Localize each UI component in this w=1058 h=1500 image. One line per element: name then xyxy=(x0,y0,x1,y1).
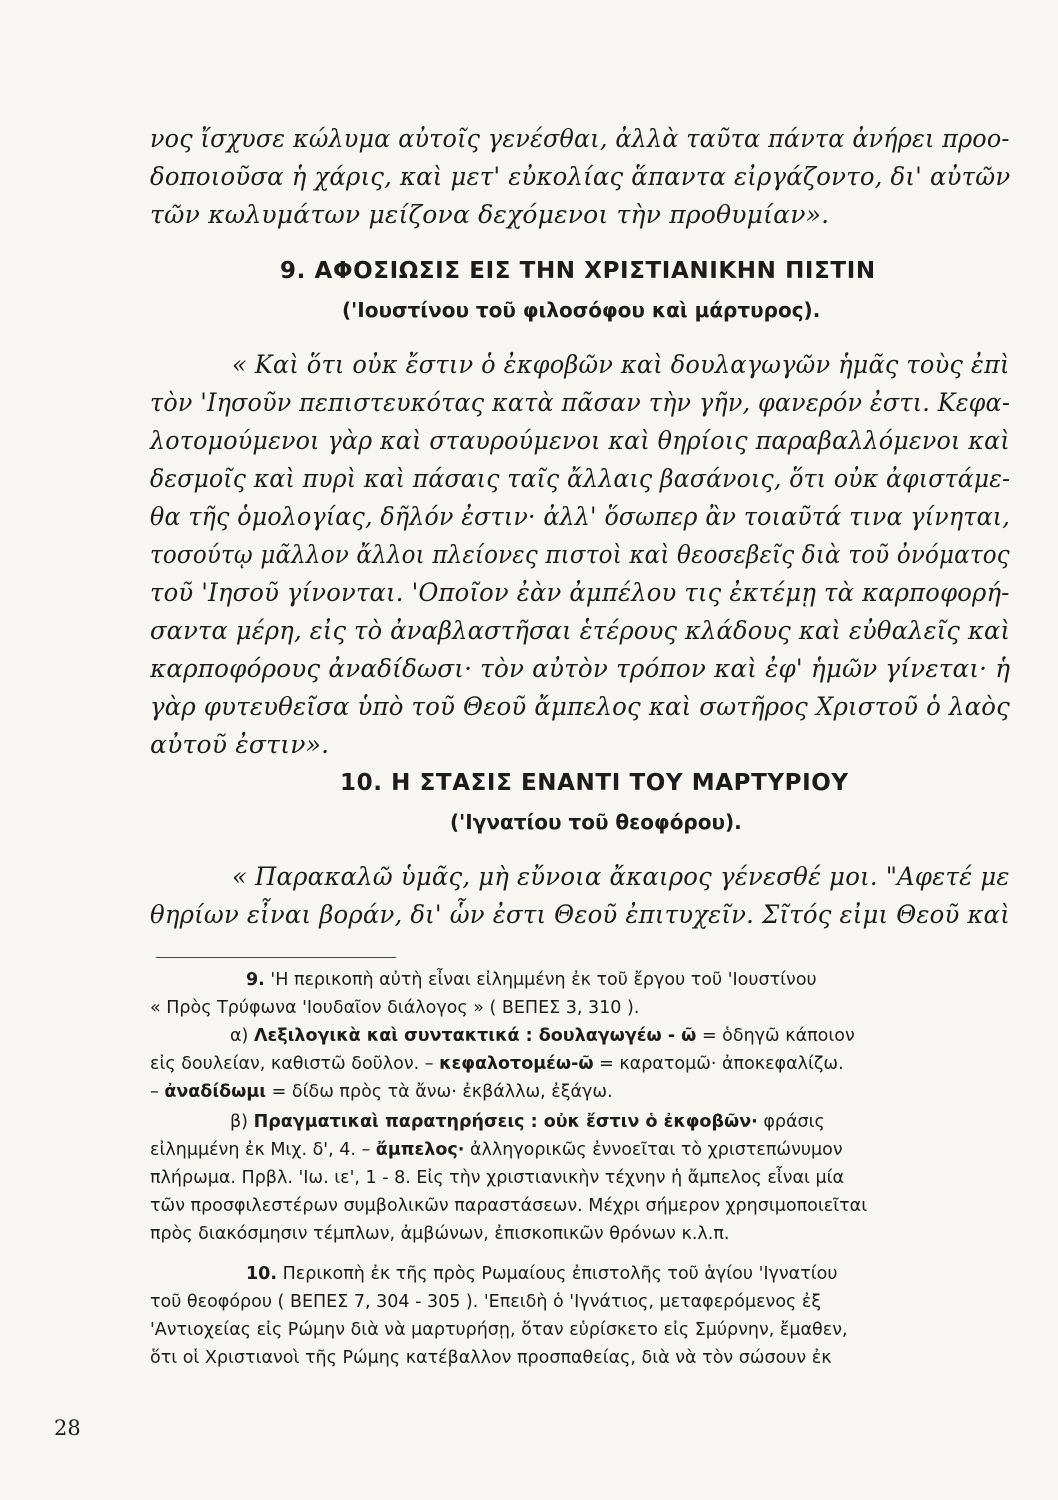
footnote-text: = καρατομῶ· ἀποκεφαλίζω. xyxy=(593,1054,844,1074)
section-10-subtitle: ('Ιγνατίου τοῦ θεοφόρου). xyxy=(450,810,742,834)
footnote-a-heading: Λεξιλογικὰ καὶ συντακτικά : δουλαγωγέω - ῶ xyxy=(253,1026,697,1046)
text-line: λοτομούμενοι γὰρ καὶ σταυρούμενοι καὶ θηρίοις παραβαλλόμενοι καὶ xyxy=(150,426,1010,455)
footnote-text: εἰς δουλείαν, καθιστῶ δοῦλον. – xyxy=(150,1054,440,1074)
footnote-text: = δίδω πρὸς τὰ ἄνω· ἐκβάλλω, ἐξάγω. xyxy=(266,1082,613,1102)
text-line: καρποφόρους ἀναδίδωσι· τὸν αὐτὸν τρόπον καὶ ἐφ' ἡμῶν γίνεται· ἡ xyxy=(150,654,1011,683)
footnote-b-heading: Πραγματικαὶ παρατηρήσεις : οὐκ ἔστιν ὁ ἐκφοβῶν· xyxy=(253,1112,758,1132)
footnote-text: φράσις xyxy=(757,1112,825,1132)
page-number: 28 xyxy=(54,1416,81,1440)
footnote-10-line: ὅτι οἱ Χριστιανοὶ τῆς Ρώμης κατέβαλλον προσπαθείας, διὰ νὰ τὸν σώσουν ἐκ xyxy=(150,1348,832,1368)
text-line: τὸν 'Ιησοῦν πεπιστευκότας κατὰ πᾶσαν τὴν γῆν, φανερόν ἐστι. Κεφα- xyxy=(150,388,1011,417)
footnote-10-line: 'Αντιοχείας εἰς Ρώμην διὰ νὰ μαρτυρήσῃ, ὅταν εὑρίσκετο εἰς Σμύρνην, ἔμαθεν, xyxy=(150,1320,848,1340)
footnote-term: ἀναδίδωμι xyxy=(164,1082,267,1102)
section-10-title: 10. Η ΣΤΑΣΙΣ ΕΝΑΝΤΙ ΤΟΥ ΜΑΡΤΥΡΙΟΥ xyxy=(340,770,849,796)
footnote-separator xyxy=(156,957,396,958)
text-line: θα τῆς ὁμολογίας, δῆλόν ἐστιν· ἀλλ' ὅσωπερ ἂν τοιαῦτά τινα γίνηται, xyxy=(150,502,1010,531)
footnote-10-line xyxy=(246,1264,838,1284)
footnote-text: εἰλημμένη ἐκ Μιχ. δ', 4. – xyxy=(150,1140,376,1160)
text-line: τῶν κωλυμάτων μείζονα δεχόμενοι τὴν προθυμίαν». xyxy=(150,200,830,229)
text-line: γὰρ φυτευθεῖσα ὑπὸ τοῦ Θεοῦ ἄμπελος καὶ σωτῆρος Χριστοῦ ὁ λαὸς xyxy=(150,692,1010,721)
footnote-text: – xyxy=(150,1082,165,1102)
footnote-term: κεφαλοτομέω-ῶ xyxy=(439,1054,594,1074)
text-line: νος ἴσχυσε κώλυμα αὐτοῖς γενέσθαι, ἀλλὰ ταῦτα πάντα ἀνήρει προο- xyxy=(150,124,1010,153)
footnote-text: Περικοπὴ ἐκ τῆς πρὸς Ρωμαίους ἐπιστολῆς τοῦ ἁγίου 'Ιγνατίου xyxy=(282,1264,838,1284)
book-page xyxy=(150,118,1020,1458)
text-line: δοποιοῦσα ἡ χάρις, καὶ μετ' εὐκολίας ἅπαντα εἰργάζοντο, δι' αὐτῶν xyxy=(150,162,1011,191)
footnote-9-line: πρὸς διακόσμησιν τέμπλων, ἀμβώνων, ἐπισκοπικῶν θρόνων κ.λ.π. xyxy=(150,1224,730,1244)
section-9-subtitle: ('Ιουστίνου τοῦ φιλοσόφου καὶ μάρτυρος). xyxy=(342,298,821,322)
footnote-9-number: 9. xyxy=(246,970,265,990)
footnote-9-line: πλήρωμα. Πρβλ. 'Ιω. ιε', 1 - 8. Εἰς τὴν χριστιανικὴν τέχνην ἡ ἄμπελος εἶναι μία xyxy=(150,1168,845,1188)
text-line: τοσούτῳ μᾶλλον ἄλλοι πλείονες πιστοὶ καὶ θεοσεβεῖς διὰ τοῦ ὀνόματος xyxy=(150,540,1010,569)
footnote-9-line xyxy=(246,970,817,990)
footnote-9-line xyxy=(150,1082,613,1102)
text-line: θηρίων εἶναι βοράν, δι' ὧν ἐστι Θεοῦ ἐπιτυχεῖν. Σῖτός εἰμι Θεοῦ καὶ xyxy=(150,900,1010,929)
footnote-9-line: τῶν προσφιλεστέρων συμβολικῶν παραστάσεων. Μέχρι σήμερον χρησιμοποιεῖται xyxy=(150,1196,868,1216)
text-line: αὐτοῦ ἐστιν». xyxy=(150,730,330,759)
footnote-text: 'Η περικοπὴ αὐτὴ εἶναι εἰλημμένη ἐκ τοῦ ἔργου τοῦ 'Ιουστίνου xyxy=(270,970,817,990)
footnote-b-label: β) xyxy=(230,1112,248,1132)
text-line: « Παρακαλῶ ὑμᾶς, μὴ εὔνοια ἄκαιρος γένεσθέ μοι. "Αφετέ με xyxy=(232,862,1010,891)
footnote-9-line xyxy=(150,1054,844,1074)
section-9-title: 9. ΑΦΟΣΙΩΣΙΣ ΕΙΣ ΤΗΝ ΧΡΙΣΤΙΑΝΙΚΗΝ ΠΙΣΤΙΝ xyxy=(280,258,876,284)
footnote-10-line: τοῦ θεοφόρου ( ΒΕΠΕΣ 7, 304 - 305 ). 'Επειδὴ ὁ 'Ιγνάτιος, μεταφερόμενος ἐξ xyxy=(150,1292,822,1312)
footnote-term: ἄμπελος· xyxy=(375,1140,465,1160)
footnote-a-label: α) xyxy=(230,1026,249,1046)
text-line: τοῦ 'Ιησοῦ γίνονται. 'Οποῖον ἐὰν ἀμπέλου τις ἐκτέμῃ τὰ καρποφορή- xyxy=(150,578,1010,607)
footnote-text: = ὁδηγῶ κάποιον xyxy=(696,1026,855,1046)
text-line: δεσμοῖς καὶ πυρὶ καὶ πάσαις ταῖς ἄλλαις βασάνοις, ὅτι οὐκ ἀφιστάμε- xyxy=(150,464,1011,493)
footnote-9-line xyxy=(230,1112,825,1132)
footnote-9-line xyxy=(230,1026,855,1046)
text-line: σαντα μέρη, εἰς τὸ ἀναβλαστῆσαι ἑτέρους κλάδους καὶ εὐθαλεῖς καὶ xyxy=(150,616,1011,645)
footnote-text: ἀλληγορικῶς ἐννοεῖται τὸ χριστεπώνυμον xyxy=(464,1140,843,1160)
text-line: « Καὶ ὅτι οὐκ ἔστιν ὁ ἐκφοβῶν καὶ δουλαγωγῶν ἡμᾶς τοὺς ἐπὶ xyxy=(232,350,1010,379)
footnote-9-line xyxy=(150,1140,843,1160)
footnote-10-number: 10. xyxy=(246,1264,278,1284)
footnote-9-line: « Πρὸς Τρύφωνα 'Ιουδαῖον διάλογος » ( ΒΕΠΕΣ 3, 310 ). xyxy=(150,998,640,1018)
